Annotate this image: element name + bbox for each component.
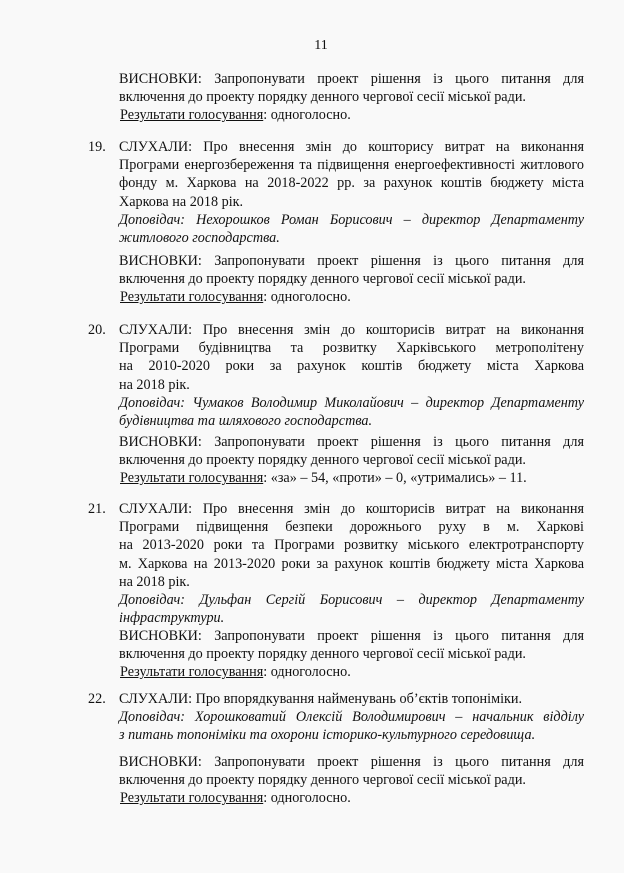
conclusion-text: Запропонувати проект рішення із цього питання для xyxy=(214,71,584,87)
results-label: Результати голосування xyxy=(120,289,264,306)
results-value: : одноголосно. xyxy=(263,107,351,124)
voting-result xyxy=(119,469,584,487)
heard-label: СЛУХАЛИ: xyxy=(119,691,193,707)
conclusion-text: Запропонувати проект рішення із цього питання для xyxy=(214,628,584,644)
conclusion-label: ВИСНОВКИ: xyxy=(119,434,202,450)
agenda-item-20 xyxy=(88,321,584,430)
voting-result xyxy=(119,288,584,306)
item-number: 20. xyxy=(88,322,106,338)
voting-result xyxy=(119,106,584,124)
results-value: : одноголосно. xyxy=(263,664,351,681)
results-label: Результати голосування xyxy=(120,790,264,807)
heard-label: СЛУХАЛИ: xyxy=(119,139,193,155)
heard-label: СЛУХАЛИ: xyxy=(119,322,193,338)
heard-label: СЛУХАЛИ: xyxy=(119,501,193,517)
heard-text: Про внесення змін до кошторису витрат на виконання xyxy=(203,139,584,155)
heard-line xyxy=(119,138,584,156)
agenda-item-19 xyxy=(88,138,584,247)
conclusion-label: ВИСНОВКИ: xyxy=(119,71,202,87)
item-number: 19. xyxy=(88,139,106,155)
item-number: 22. xyxy=(88,691,106,707)
conclusion-block-21 xyxy=(119,627,584,682)
conclusion-line: включення до проекту порядку денного чергової сесії міської ради. xyxy=(119,452,526,469)
speaker-line: будівництва та шляхового господарства. xyxy=(119,413,373,430)
results-value: : «за» – 54, «проти» – 0, «утримались» – 11. xyxy=(263,470,527,487)
heard-line: на 2018 рік. xyxy=(119,573,190,590)
conclusion-block-20 xyxy=(119,433,584,488)
results-value: : одноголосно. xyxy=(263,790,351,807)
conclusion-block-22 xyxy=(119,753,584,808)
conclusion-line xyxy=(119,753,584,771)
conclusion-block xyxy=(119,70,584,125)
voting-result xyxy=(119,789,584,807)
speaker-line: Доповідач: Чумаков Володимир Миколайович – директор Департаменту xyxy=(119,394,584,411)
speaker-line: житлового господарства. xyxy=(119,230,280,247)
heard-line xyxy=(119,500,584,518)
heard-line: на 2010-2020 роки за рахунок коштів бюджету міста Харкова xyxy=(119,358,584,375)
conclusion-line: включення до проекту порядку денного чергової сесії міської ради. xyxy=(119,772,526,789)
conclusion-text: Запропонувати проект рішення із цього питання для xyxy=(214,434,584,450)
heard-text: Про внесення змін до кошторисів витрат на виконання xyxy=(202,501,585,517)
speaker-line: Доповідач: Нехорошков Роман Борисович – директор Департаменту xyxy=(119,211,584,228)
heard-line: фонду м. Харкова на 2018-2022 рр. за рахунок коштів бюджету міста xyxy=(119,175,584,192)
heard-line xyxy=(119,321,584,339)
conclusion-line: включення до проекту порядку денного чергової сесії міської ради. xyxy=(119,646,526,663)
agenda-item-22 xyxy=(88,690,584,745)
conclusion-line xyxy=(119,252,584,270)
results-label: Результати голосування xyxy=(120,470,264,487)
conclusion-line xyxy=(119,627,584,645)
speaker-line: інфраструктури. xyxy=(119,610,225,627)
voting-result xyxy=(119,663,584,681)
conclusion-block-19 xyxy=(119,252,584,307)
heard-line: Програми будівництва та розвитку Харківського метрополітену xyxy=(119,340,584,357)
item-number: 21. xyxy=(88,501,106,517)
heard-line: м. Харкова на 2013-2020 роки за рахунок коштів бюджету міста Харкова xyxy=(119,555,584,572)
heard-line: Програми підвищення безпеки дорожнього руху в м. Харкові xyxy=(119,519,584,536)
results-value: : одноголосно. xyxy=(263,289,351,306)
conclusion-line xyxy=(119,433,584,451)
page-number: 11 xyxy=(314,38,328,53)
heard-line xyxy=(119,690,584,708)
conclusion-label: ВИСНОВКИ: xyxy=(119,754,202,770)
conclusion-label: ВИСНОВКИ: xyxy=(119,628,202,644)
conclusion-line: включення до проекту порядку денного чергової сесії міської ради. xyxy=(119,271,526,288)
heard-line: на 2018 рік. xyxy=(119,376,190,393)
heard-line: Харкова на 2018 рік. xyxy=(119,193,244,210)
speaker-line: Доповідач: Хорошковатий Олексій Володимирович – начальник відділу xyxy=(119,709,584,726)
conclusion-line xyxy=(119,70,584,88)
conclusion-label: ВИСНОВКИ: xyxy=(119,253,202,269)
heard-line: на 2013-2020 роки та Програми розвитку міського електротранспорту xyxy=(119,537,584,554)
conclusion-text: Запропонувати проект рішення із цього питання для xyxy=(214,754,584,770)
speaker-line: Доповідач: Дульфан Сергій Борисович – директор Департаменту xyxy=(119,592,584,609)
results-label: Результати голосування xyxy=(120,107,264,124)
speaker-line: з питань топоніміки та охорони історико-культурного середовища. xyxy=(119,727,536,744)
conclusion-line: включення до проекту порядку денного чергової сесії міської ради. xyxy=(119,89,526,106)
heard-text: Про внесення змін до кошторисів витрат на виконання xyxy=(202,322,585,338)
agenda-item-21 xyxy=(88,500,584,627)
heard-line: Програми енергозбереження та підвищення енергоефективності житлового xyxy=(119,157,584,174)
conclusion-text: Запропонувати проект рішення із цього питання для xyxy=(214,253,584,269)
results-label: Результати голосування xyxy=(120,664,264,681)
heard-text: Про впорядкування найменувань об’єктів топоніміки. xyxy=(195,691,523,707)
